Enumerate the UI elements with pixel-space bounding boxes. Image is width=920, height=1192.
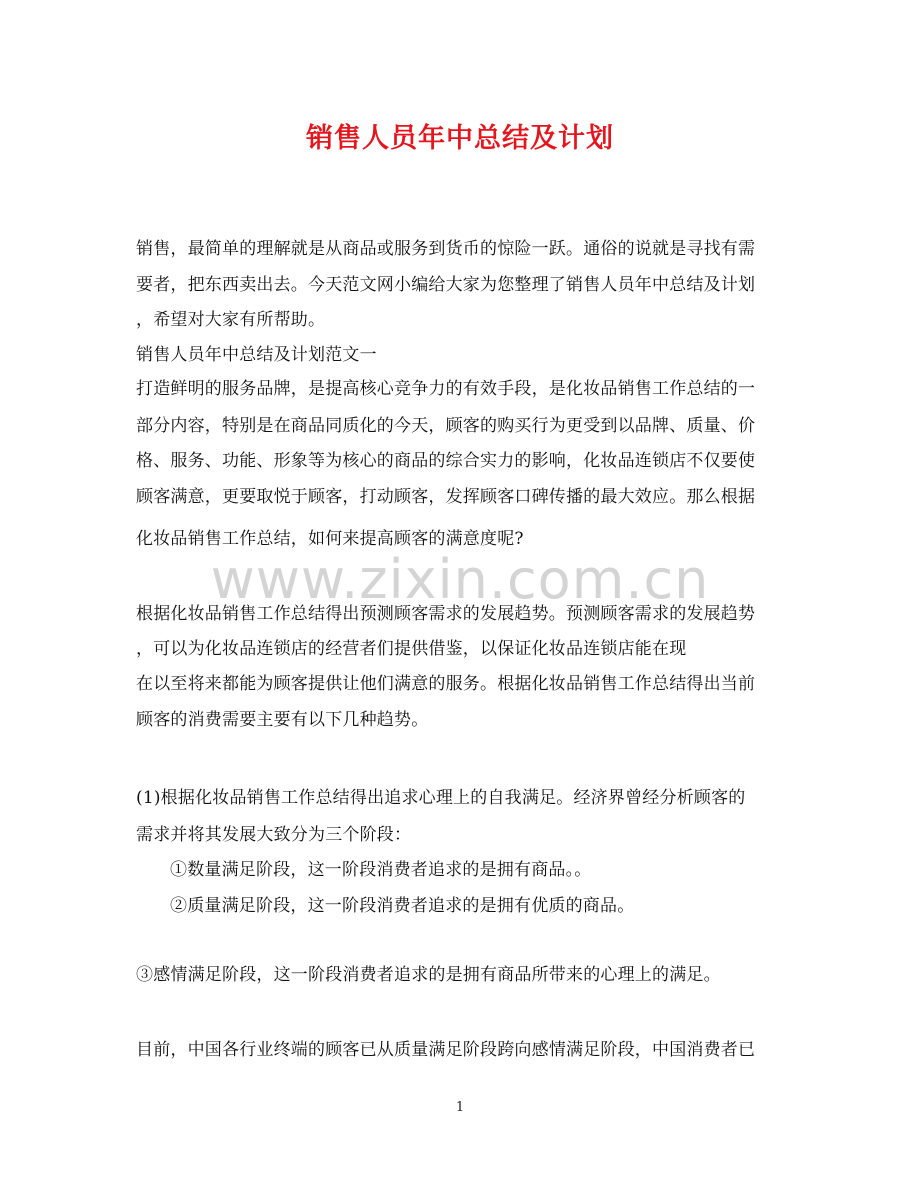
paragraph-line: 要者，把东西卖出去。今天范文网小编给大家为您整理了销售人员年中总结及计划 bbox=[136, 275, 756, 295]
paragraph-line: ，希望对大家有所帮助。 bbox=[136, 310, 326, 330]
document-title: 销售人员年中总结及计划 bbox=[306, 123, 614, 154]
section-heading: 销售人员年中总结及计划范文一 bbox=[136, 345, 377, 365]
paragraph-line: 顾客满意，更要取悦于顾客，打动顾客，发挥顾客口碑传播的最大效应。那么根据 bbox=[136, 487, 756, 507]
paragraph-line: 化妆品销售工作总结，如何来提高顾客的满意度呢? bbox=[136, 529, 524, 549]
paragraph-line: 部分内容，特别是在商品同质化的今天，顾客的购买行为更受到以品牌、质量、价 bbox=[136, 416, 756, 436]
paragraph-line: ，可以为化妆品连锁店的经营者们提供借鉴，以保证化妆品连锁店能在现 bbox=[136, 639, 687, 659]
paragraph-line: 在以至将来都能为顾客提供让他们满意的服务。根据化妆品销售工作总结得出当前 bbox=[136, 674, 756, 694]
paragraph-line: (1)根据化妆品销售工作总结得出追求心理上的自我满足。经济界曾经分析顾客的 bbox=[136, 788, 746, 808]
list-item: ①数量满足阶段，这一阶段消费者追求的是拥有商品。。 bbox=[170, 860, 592, 880]
paragraph-line: 目前，中国各行业终端的顾客已从质量满足阶段跨向感情满足阶段，中国消费者已 bbox=[136, 1040, 756, 1060]
paragraph-line: 格、服务、功能、形象等为核心的商品的综合实力的影响，化妆品连锁店不仅要使 bbox=[136, 451, 756, 471]
watermark: www.zixin.com.cn bbox=[210, 548, 710, 611]
paragraph-line: 打造鲜明的服务品牌，是提高核心竞争力的有效手段，是化妆品销售工作总结的一 bbox=[136, 379, 756, 399]
paragraph-line: 需求并将其发展大致分为三个阶段： bbox=[136, 825, 412, 845]
list-item: ③感情满足阶段，这一阶段消费者追求的是拥有商品所带来的心理上的满足。 bbox=[136, 965, 721, 985]
paragraph-line: 顾客的消费需要主要有以下几种趋势。 bbox=[136, 710, 429, 730]
page-number: 1 bbox=[455, 1100, 465, 1115]
paragraph-line: 根据化妆品销售工作总结得出预测顾客需求的发展趋势。预测顾客需求的发展趋势 bbox=[136, 604, 756, 624]
list-item: ②质量满足阶段，这一阶段消费者追求的是拥有优质的商品。 bbox=[170, 896, 635, 916]
paragraph-line: 销售，最简单的理解就是从商品或服务到货币的惊险一跃。通俗的说就是寻找有需 bbox=[136, 239, 756, 259]
